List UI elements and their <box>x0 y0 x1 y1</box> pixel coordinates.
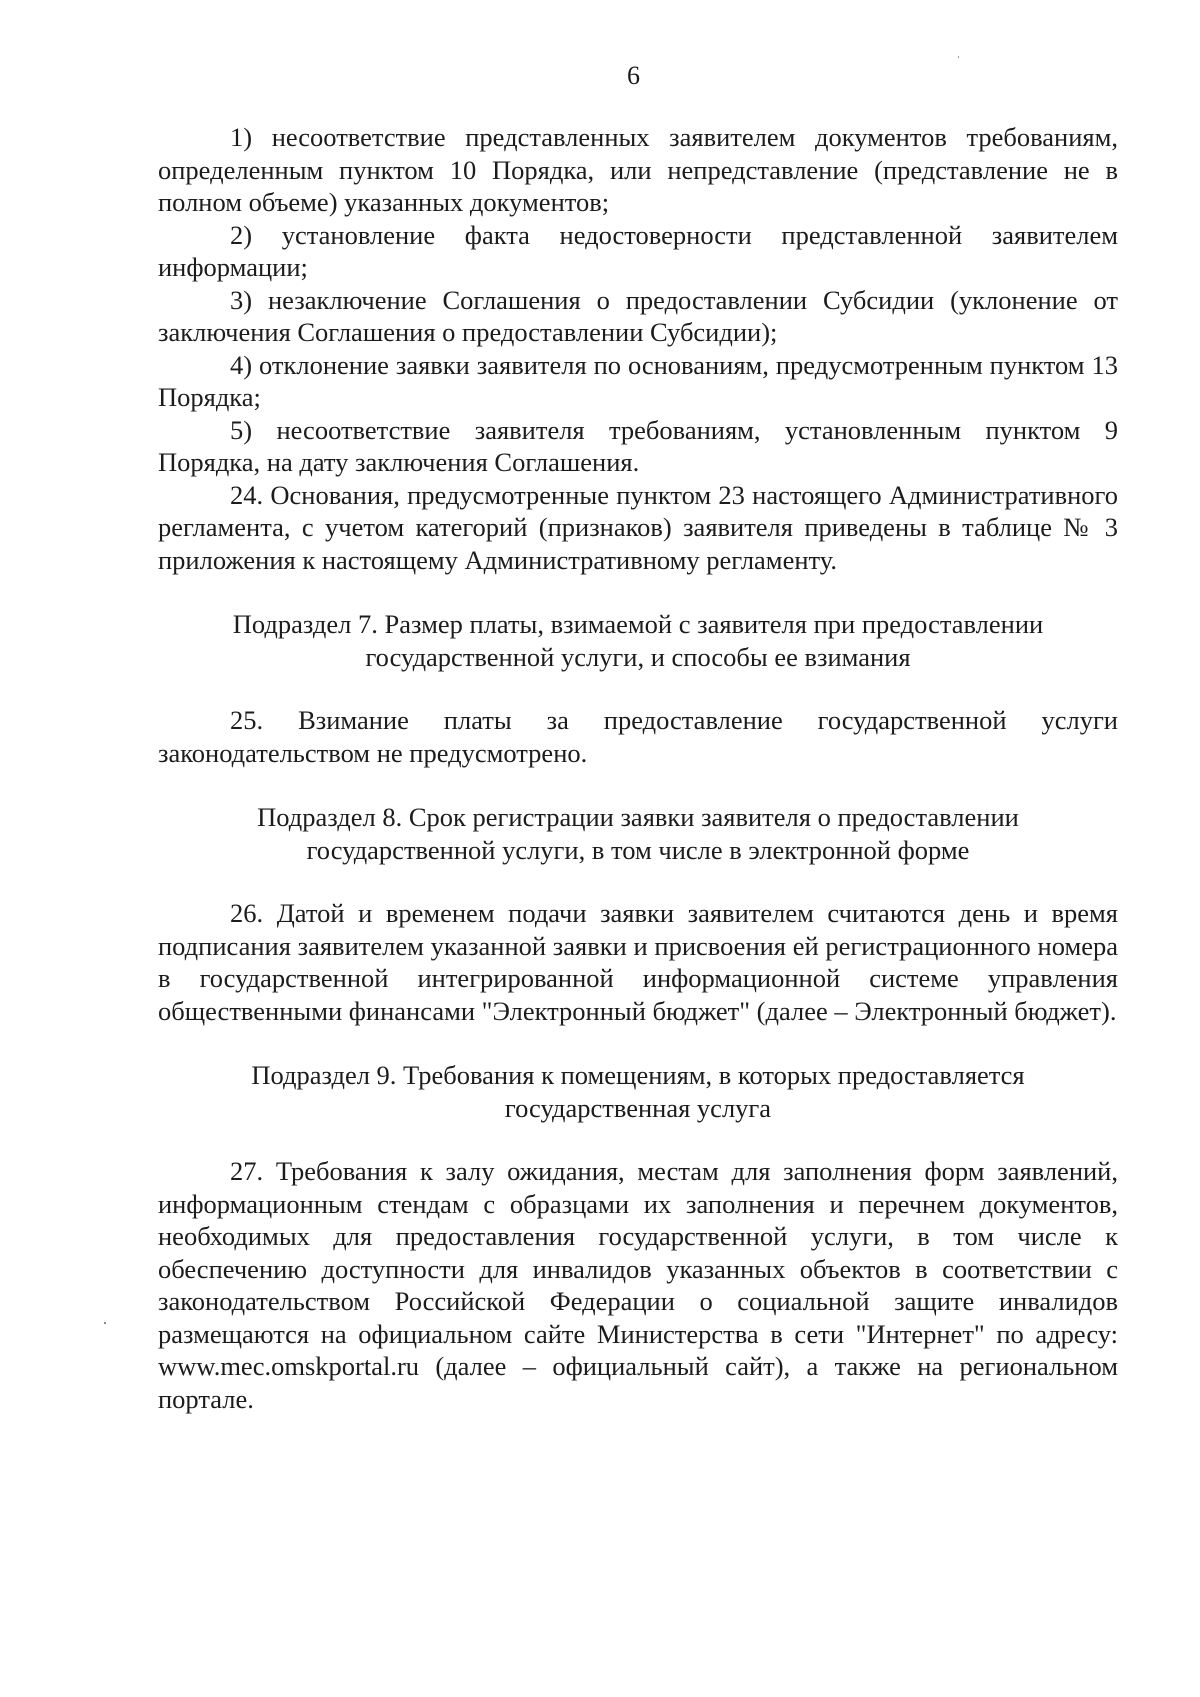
paragraph-item-1: 1) несоответствие представленных заявителем документов требованиям, определенным пунктом 10 Порядка, или непредставление (представление не в полном объеме) указанных документов; <box>158 122 1118 217</box>
heading-line: государственной услуги, в том числе в электронной форме <box>306 834 970 865</box>
paragraph-item-5: 5) несоответствие заявителя требованиям, установленным пунктом 9 Порядка, на дату заключения Соглашения. <box>158 414 1118 477</box>
page-number: 6 <box>627 61 640 90</box>
paragraph-item-3: 3) незаключение Соглашения о предоставлении Субсидии (уклонение от заключения Соглашения о предоставлении Субсидии); <box>158 284 1118 347</box>
heading-line: государственная услуга <box>504 1092 772 1123</box>
document-body <box>158 121 1118 1415</box>
scan-artifact <box>958 56 959 58</box>
heading-line: Подраздел 7. Размер платы, взимаемой с заявителя при предоставлении <box>232 609 1044 639</box>
paragraph-item-2: 2) установление факта недостоверности представленной заявителем информации; <box>158 219 1118 282</box>
paragraph-27: 27. Требования к залу ожидания, местам для заполнения форм заявлений, информационным стендам с образцами их заполнения и перечнем документов, необходимых для предоставления государственной услуги, в том числе к обеспечению доступности для инвалидов указанных объектов в соответствии с законодательством Российской Федерации о социальной защите инвалидов размещаются на официальном сайте Министерства в сети "Интернет" по адресу: www.mec.omskportal.ru (далее – официальный сайт), а также на региональном портале. <box>158 1156 1118 1414</box>
paragraph-item-4: 4) отклонение заявки заявителя по основаниям, предусмотренным пунктом 13 Порядка; <box>158 349 1118 412</box>
paragraph-26: 26. Датой и временем подачи заявки заявителем считаются день и время подписания заявителем указанной заявки и присвоения ей регистрационного номера в государственной интегрированной информационной системе управления общественными финансами "Электронный бюджет" (далее – Электронный бюджет). <box>158 898 1118 1026</box>
paragraph-25: 25. Взимание платы за предоставление государственной услуги законодательством не предусмотрено. <box>158 705 1118 768</box>
scan-artifact <box>104 1322 106 1324</box>
subsection-7-heading <box>158 608 1118 673</box>
heading-line: Подраздел 8. Срок регистрации заявки заявителя о предоставлении <box>257 802 1019 832</box>
subsection-9-heading <box>158 1059 1118 1124</box>
heading-line: государственной услуги, и способы ее взимания <box>365 641 911 672</box>
subsection-8-heading <box>158 801 1118 866</box>
paragraph-24: 24. Основания, предусмотренные пунктом 23 настоящего Административного регламента, с учетом категорий (признаков) заявителя приведены в таблице № 3 приложения к настоящему Административному регламенту. <box>158 479 1118 575</box>
heading-line: Подраздел 9. Требования к помещениям, в которых предоставляется <box>251 1060 1025 1090</box>
